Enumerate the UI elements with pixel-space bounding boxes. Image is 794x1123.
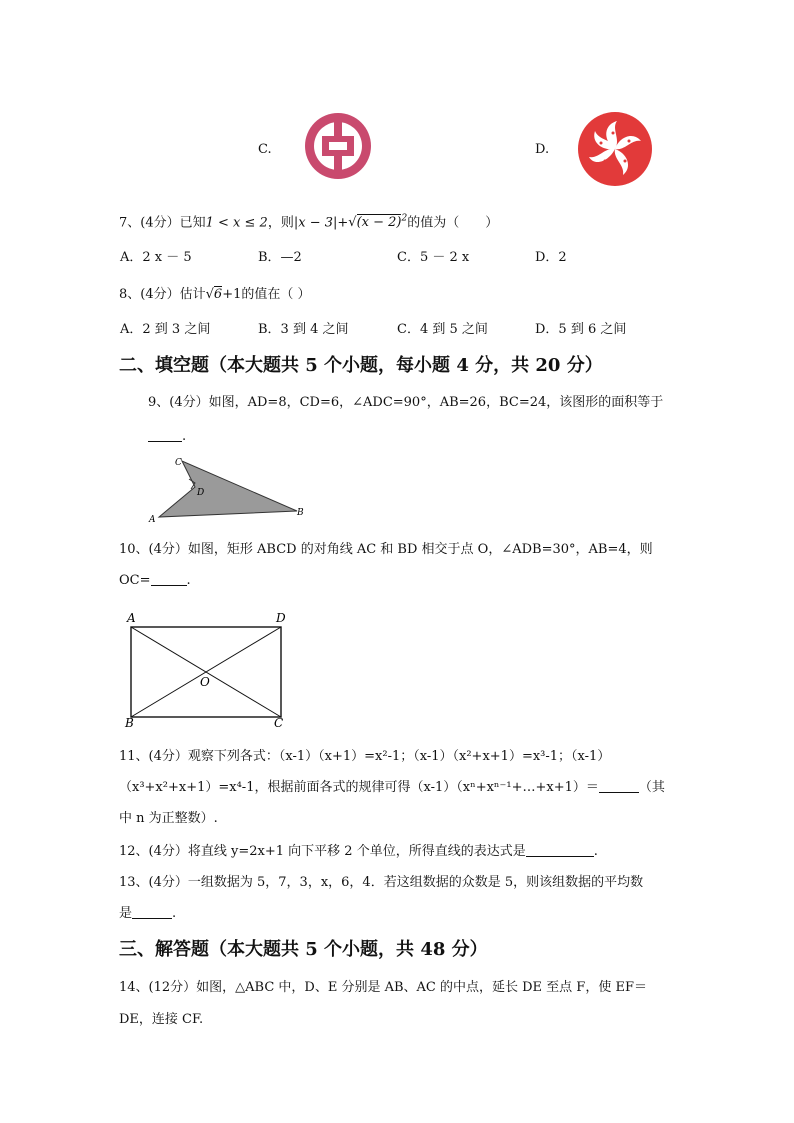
q8-prefix: 8、(4分）估计 xyxy=(119,287,206,302)
q8-option-a: A．2 到 3 之间 xyxy=(120,322,211,337)
option-d-logo xyxy=(577,111,653,187)
q8-option-c: C．4 到 5 之间 xyxy=(397,322,488,337)
q10-rectangle-figure xyxy=(120,608,300,730)
q8-sqrt: √6 xyxy=(205,287,223,302)
question-7 xyxy=(119,210,498,232)
question-13-line2 xyxy=(119,904,176,923)
question-8 xyxy=(119,285,311,304)
q7-mid: ，则 xyxy=(267,215,294,231)
q7-condition: 1 < x ≤ 2 xyxy=(205,215,268,231)
q13-end: . xyxy=(172,906,177,921)
q7-option-c: C．5 － 2 x xyxy=(397,250,470,265)
q7-exponent: 2 xyxy=(401,214,408,224)
question-11-line1: 11、(4分）观察下列各式：（x-1）（x+1）=x²-1；（x-1）（x²+x+1）=x³-1；（x-1） xyxy=(119,749,611,764)
q9-label-d: D xyxy=(197,488,205,498)
q10-prefix: OC= xyxy=(119,573,151,588)
question-10-line1: 10、(4分）如图，矩形 ABCD 的对角线 AC 和 BD 相交于点 O，∠ADB=30°，AB=4，则 xyxy=(119,542,653,557)
q8-radicand: 6 xyxy=(213,287,223,302)
q9-label-b: B xyxy=(297,508,304,518)
q8-plus-one: +1 xyxy=(222,287,242,302)
q9-end: . xyxy=(182,429,187,444)
q10-label-a: A xyxy=(127,611,136,625)
q10-label-o: O xyxy=(200,675,210,689)
section-3-title: 三、解答题（本大题共 5 个小题，共 48 分） xyxy=(119,939,488,960)
question-10-line2 xyxy=(119,571,191,590)
q12-end: . xyxy=(593,844,598,859)
q7-option-d: D．2 xyxy=(535,250,567,265)
question-11-line3: 中 n 为正整数）. xyxy=(119,811,218,826)
q10-blank xyxy=(151,571,187,586)
q7-plus: + xyxy=(337,215,349,231)
q7-option-a: A．2 x － 5 xyxy=(120,250,192,265)
q13-blank xyxy=(132,904,172,919)
question-11-line2 xyxy=(119,778,665,797)
q9-answer-line xyxy=(148,427,186,446)
question-14-line2: DE，连接 CF. xyxy=(119,1012,204,1027)
q7-suffix: 的值为（ ） xyxy=(407,215,499,231)
q8-option-d: D．5 到 6 之间 xyxy=(535,322,627,337)
q12-text: 12、(4分）将直线 y=2x+1 向下平移 2 个单位，所得直线的表达式是 xyxy=(119,844,526,859)
question-9: 9、(4分）如图，AD=8，CD=6，∠ADC=90°，AB=26，BC=24，该图形的面积等于 xyxy=(148,395,664,410)
question-13-line1: 13、(4分）一组数据为 5，7，3，x，6，4．若这组数据的众数是 5，则该组数据的平均数 xyxy=(119,875,644,890)
q11-text-b: （其 xyxy=(638,780,665,795)
q8-suffix: 的值在（ ） xyxy=(241,287,311,302)
q11-text-a: （x³+x²+x+1）=x⁴-1，根据前面各式的规律可得（x-1）（xⁿ+xⁿ⁻¹+…+x+1）＝ xyxy=(119,780,599,795)
q9-label-c: C xyxy=(175,458,182,468)
q10-label-d: D xyxy=(276,611,286,625)
section-2-title: 二、填空题（本大题共 5 个小题，每小题 4 分，共 20 分） xyxy=(119,355,603,376)
q10-label-b: B xyxy=(125,716,134,730)
option-c-logo xyxy=(303,111,373,181)
q11-blank xyxy=(599,778,639,793)
question-14-line1: 14、(12分）如图，△ABC 中，D、E 分别是 AB、AC 的中点，延长 DE 至点 F，使 EF＝ xyxy=(119,980,647,995)
q7-prefix: 7、(4分）已知 xyxy=(119,215,206,231)
q9-blank xyxy=(148,427,182,442)
q8-option-b: B．3 到 4 之间 xyxy=(258,322,349,337)
option-d-label: D. xyxy=(535,142,550,157)
q7-abs-expr: |x − 3| xyxy=(293,215,338,231)
q9-label-a: A xyxy=(149,515,156,525)
q7-sqrt: $√(x - 2)^2$ xyxy=(348,214,408,231)
option-c-label: C. xyxy=(258,142,272,157)
q10-end: . xyxy=(186,573,191,588)
question-12 xyxy=(119,842,598,861)
q7-option-b: B．—2 xyxy=(258,250,302,265)
q7-sqrt-radicand: (x − 2) xyxy=(356,215,402,231)
q12-blank xyxy=(526,842,594,857)
q9-figure xyxy=(145,455,310,525)
q10-label-c: C xyxy=(274,716,284,730)
q13-prefix: 是 xyxy=(119,906,133,921)
